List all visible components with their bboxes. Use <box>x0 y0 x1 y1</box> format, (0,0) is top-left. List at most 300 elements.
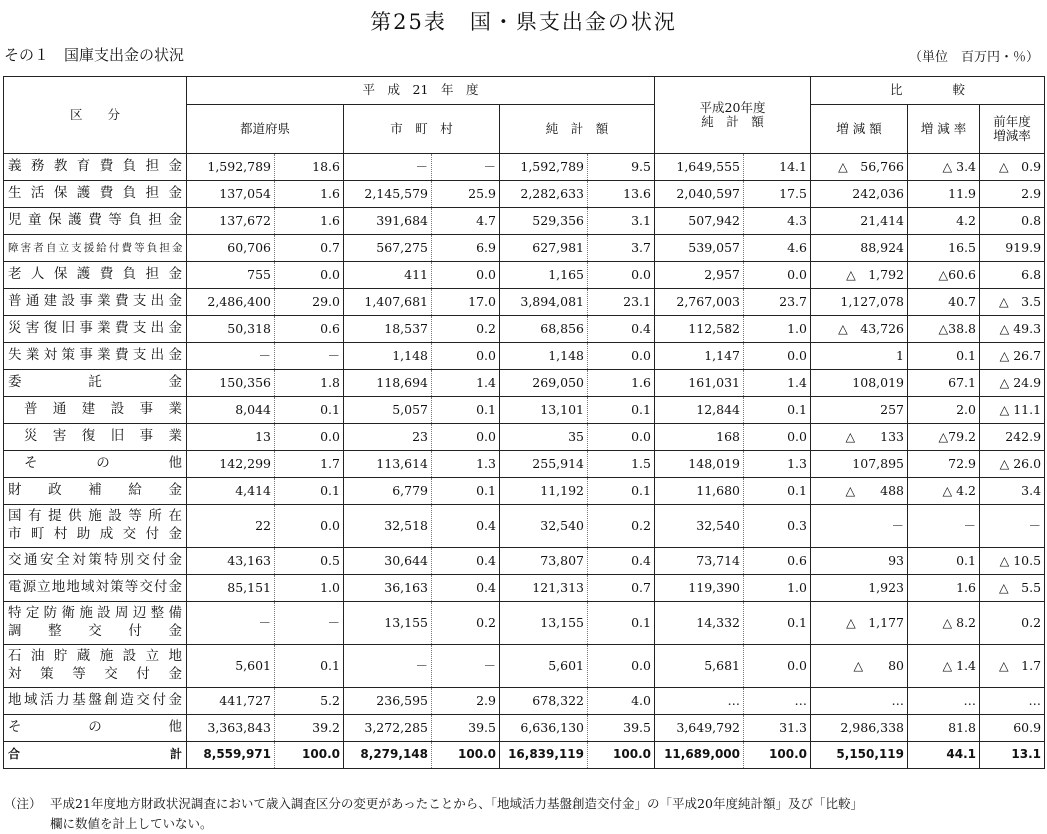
cell-value: 39.2 <box>275 715 344 742</box>
cell-value: 13,155 <box>500 602 588 645</box>
cell-value: 1,127,078 <box>811 289 908 316</box>
cell-value: － <box>811 505 908 548</box>
cell-value: 0.0 <box>275 505 344 548</box>
cell-value: 12,844 <box>655 397 744 424</box>
cell-value: 0.1 <box>588 397 655 424</box>
cell-value: 0.1 <box>275 397 344 424</box>
table-row <box>4 575 1045 602</box>
cell-value: 3,649,792 <box>655 715 744 742</box>
cell-value: 4,414 <box>187 478 275 505</box>
cell-value: 2,957 <box>655 262 744 289</box>
table-body <box>4 154 1045 769</box>
cell-value: － <box>187 343 275 370</box>
cell-value: 30,644 <box>344 548 432 575</box>
cell-value: 161,031 <box>655 370 744 397</box>
cell-value: △ 24.9 <box>980 370 1045 397</box>
cell-value: 0.1 <box>275 478 344 505</box>
cell-value: 0.4 <box>432 505 500 548</box>
cell-value: 0.1 <box>908 548 980 575</box>
footnote <box>4 794 1044 834</box>
cell-value: 3,363,843 <box>187 715 275 742</box>
cell-value: 93 <box>811 548 908 575</box>
cell-value: 0.0 <box>432 424 500 451</box>
row-label-line1: 国有提供施設等所在 <box>8 508 182 525</box>
table-row <box>4 316 1045 343</box>
cell-value: 32,540 <box>655 505 744 548</box>
cell-value: 100.0 <box>432 742 500 769</box>
cell-value: 5,601 <box>187 645 275 688</box>
cell-value: 0.1 <box>744 602 811 645</box>
table-row <box>4 451 1045 478</box>
cell-value: 0.1 <box>432 478 500 505</box>
row-label: 地域活力基盤創造交付金 <box>4 688 187 715</box>
table-row <box>4 208 1045 235</box>
cell-value: 1.5 <box>588 451 655 478</box>
cell-value: △ 3.4 <box>908 154 980 181</box>
cell-value: 2.0 <box>908 397 980 424</box>
cell-value: 17.5 <box>744 181 811 208</box>
cell-value: 755 <box>187 262 275 289</box>
cell-value: 13.6 <box>588 181 655 208</box>
cell-value: 0.4 <box>432 575 500 602</box>
cell-value: △ 10.5 <box>980 548 1045 575</box>
header-net-total: 純 計 額 <box>500 105 655 154</box>
cell-value: △ 1.4 <box>908 645 980 688</box>
cell-value: 16.5 <box>908 235 980 262</box>
cell-value: 1.6 <box>588 370 655 397</box>
cell-value: 1 <box>811 343 908 370</box>
cell-value: 0.0 <box>744 262 811 289</box>
cell-value: 1.4 <box>432 370 500 397</box>
row-label-line1: 石油貯蔵施設立地 <box>8 648 182 665</box>
cell-value: 100.0 <box>744 742 811 769</box>
cell-value: 6,779 <box>344 478 432 505</box>
cell-value: 8,044 <box>187 397 275 424</box>
row-label-line2: 市町村助成交付金 <box>8 526 182 542</box>
cell-value: 3,894,081 <box>500 289 588 316</box>
cell-value: △ 5.5 <box>980 575 1045 602</box>
cell-value: △ 56,766 <box>811 154 908 181</box>
cell-value: － <box>980 505 1045 548</box>
cell-value: 23.1 <box>588 289 655 316</box>
footnote-line-2: 欄に数値を計上していない。 <box>50 816 213 831</box>
cell-value: 8,559,971 <box>187 742 275 769</box>
cell-value: 0.7 <box>275 235 344 262</box>
header-compare: 比 較 <box>811 77 1045 105</box>
cell-value: △ 49.3 <box>980 316 1045 343</box>
cell-value: 1.0 <box>275 575 344 602</box>
row-label: その他 <box>4 715 187 742</box>
cell-value: … <box>980 688 1045 715</box>
cell-value: 2,767,003 <box>655 289 744 316</box>
cell-value: 0.0 <box>744 645 811 688</box>
cell-value: 18.6 <box>275 154 344 181</box>
cell-value: 4.0 <box>588 688 655 715</box>
row-label <box>4 505 187 548</box>
cell-value: △79.2 <box>908 424 980 451</box>
cell-value: 142,299 <box>187 451 275 478</box>
cell-value: － <box>432 645 500 688</box>
cell-value: － <box>275 602 344 645</box>
cell-value: 0.4 <box>432 548 500 575</box>
cell-value: 627,981 <box>500 235 588 262</box>
cell-value: 242,036 <box>811 181 908 208</box>
cell-value: 0.6 <box>744 548 811 575</box>
header-municipality: 市 町 村 <box>344 105 500 154</box>
cell-value: 0.3 <box>744 505 811 548</box>
table-row <box>4 343 1045 370</box>
cell-value: 1,923 <box>811 575 908 602</box>
cell-value: 2,986,338 <box>811 715 908 742</box>
row-label: 交通安全対策特別交付金 <box>4 548 187 575</box>
table-row <box>4 397 1045 424</box>
cell-value: 0.2 <box>432 602 500 645</box>
table-row <box>4 235 1045 262</box>
cell-value: 9.5 <box>588 154 655 181</box>
cell-value: 39.5 <box>588 715 655 742</box>
cell-value: 150,356 <box>187 370 275 397</box>
cell-value: 14.1 <box>744 154 811 181</box>
cell-value: 29.0 <box>275 289 344 316</box>
cell-value: － <box>344 645 432 688</box>
cell-value: 0.2 <box>980 602 1045 645</box>
table-row <box>4 688 1045 715</box>
cell-value: 1,147 <box>655 343 744 370</box>
cell-value: 137,672 <box>187 208 275 235</box>
cell-value: 0.0 <box>588 343 655 370</box>
cell-value: △ 488 <box>811 478 908 505</box>
cell-value: 1,148 <box>500 343 588 370</box>
cell-value: 68,856 <box>500 316 588 343</box>
cell-value: 0.0 <box>275 262 344 289</box>
cell-value: 11.9 <box>908 181 980 208</box>
row-label <box>4 645 187 688</box>
header-h21: 平 成 21 年 度 <box>187 77 655 105</box>
table-row <box>4 181 1045 208</box>
cell-value: 112,582 <box>655 316 744 343</box>
cell-value: 43,163 <box>187 548 275 575</box>
cell-value: 73,807 <box>500 548 588 575</box>
cell-value: 88,924 <box>811 235 908 262</box>
cell-value: 137,054 <box>187 181 275 208</box>
cell-value: 0.0 <box>744 343 811 370</box>
cell-value: 35 <box>500 424 588 451</box>
cell-value: － <box>432 154 500 181</box>
cell-value: 11,689,000 <box>655 742 744 769</box>
cell-value: 17.0 <box>432 289 500 316</box>
cell-value: 0.1 <box>744 478 811 505</box>
cell-value: 0.1 <box>275 645 344 688</box>
cell-value: 67.1 <box>908 370 980 397</box>
row-label: 老人保護費負担金 <box>4 262 187 289</box>
row-label: 災害復旧事業費支出金 <box>4 316 187 343</box>
cell-value: 168 <box>655 424 744 451</box>
cell-value: 5.2 <box>275 688 344 715</box>
cell-value: 1.8 <box>275 370 344 397</box>
header-h20-line2: 純 計 額 <box>701 114 764 129</box>
cell-value: 0.4 <box>588 316 655 343</box>
cell-value: 1,165 <box>500 262 588 289</box>
cell-value: 6.9 <box>432 235 500 262</box>
table-row <box>4 289 1045 316</box>
table-row <box>4 645 1045 688</box>
table-row <box>4 262 1045 289</box>
cell-value: 85,151 <box>187 575 275 602</box>
table-row <box>4 505 1045 548</box>
cell-value: 4.7 <box>432 208 500 235</box>
cell-value: － <box>908 505 980 548</box>
cell-value: 1.0 <box>744 575 811 602</box>
cell-value: 1.4 <box>744 370 811 397</box>
cell-value: 32,518 <box>344 505 432 548</box>
header-prev-rate-line2: 増減率 <box>993 128 1031 143</box>
cell-value: 31.3 <box>744 715 811 742</box>
cell-value: 13.1 <box>980 742 1045 769</box>
row-label: 生活保護費負担金 <box>4 181 187 208</box>
cell-value: 4.2 <box>908 208 980 235</box>
cell-value: 118,694 <box>344 370 432 397</box>
footnote-line-1: 平成21年度地方財政状況調査において歳入調査区分の変更があったことから、「地域活力基盤創造交付金」の「平成20年度純計額」及び「比較」 <box>50 796 863 811</box>
cell-value: 242.9 <box>980 424 1045 451</box>
cell-value: 60,706 <box>187 235 275 262</box>
cell-value: 2,040,597 <box>655 181 744 208</box>
header-increase-rate: 増 減 率 <box>908 105 980 154</box>
cell-value: 100.0 <box>275 742 344 769</box>
cell-value: 269,050 <box>500 370 588 397</box>
header-prev-rate <box>980 105 1045 154</box>
cell-value: － <box>187 602 275 645</box>
cell-value: 13 <box>187 424 275 451</box>
cell-value: … <box>655 688 744 715</box>
header-h20 <box>655 77 811 154</box>
table-row <box>4 602 1045 645</box>
cell-value: 36,163 <box>344 575 432 602</box>
cell-value: △ 4.2 <box>908 478 980 505</box>
row-label: 普通建設事業費支出金 <box>4 289 187 316</box>
row-label-line1: 特定防衛施設周辺整備 <box>8 605 182 622</box>
cell-value: 11,192 <box>500 478 588 505</box>
cell-value: 529,356 <box>500 208 588 235</box>
cell-value: 2.9 <box>980 181 1045 208</box>
cell-value: － <box>275 343 344 370</box>
cell-value: 0.4 <box>588 548 655 575</box>
cell-value: 72.9 <box>908 451 980 478</box>
cell-value: △ 26.0 <box>980 451 1045 478</box>
cell-value: 50,318 <box>187 316 275 343</box>
cell-value: 44.1 <box>908 742 980 769</box>
cell-value: 107,895 <box>811 451 908 478</box>
cell-value: 0.7 <box>588 575 655 602</box>
cell-value: 0.0 <box>588 645 655 688</box>
cell-value: 0.5 <box>275 548 344 575</box>
cell-value: 236,595 <box>344 688 432 715</box>
cell-value: 0.0 <box>588 262 655 289</box>
cell-value: 2.9 <box>432 688 500 715</box>
cell-value: 1,148 <box>344 343 432 370</box>
cell-value: 0.1 <box>744 397 811 424</box>
cell-value: 2,486,400 <box>187 289 275 316</box>
cell-value: 0.1 <box>908 343 980 370</box>
cell-value: △ 1.7 <box>980 645 1045 688</box>
table-subtitle: その１ 国庫支出金の状況 <box>4 46 185 64</box>
cell-value: 411 <box>344 262 432 289</box>
header-prefecture: 都道府県 <box>187 105 344 154</box>
cell-value: 0.0 <box>432 343 500 370</box>
cell-value: △ 1,792 <box>811 262 908 289</box>
cell-value: 6,636,130 <box>500 715 588 742</box>
cell-value: 0.0 <box>275 424 344 451</box>
cell-value: 6.8 <box>980 262 1045 289</box>
unit-label: （単位 百万円・％） <box>908 50 1039 65</box>
cell-value: 1.3 <box>432 451 500 478</box>
grants-table <box>3 76 1045 769</box>
cell-value: 2,282,633 <box>500 181 588 208</box>
cell-value: … <box>744 688 811 715</box>
header-h20-line1: 平成20年度 <box>699 99 766 115</box>
cell-value: 108,019 <box>811 370 908 397</box>
cell-value: … <box>908 688 980 715</box>
row-label: 普通建設事業 <box>4 397 187 424</box>
cell-value: △ 43,726 <box>811 316 908 343</box>
cell-value: 11,680 <box>655 478 744 505</box>
cell-value: 119,390 <box>655 575 744 602</box>
cell-value: 0.1 <box>588 478 655 505</box>
cell-value: 13,101 <box>500 397 588 424</box>
cell-value: △ 26.7 <box>980 343 1045 370</box>
cell-value: 22 <box>187 505 275 548</box>
cell-value: 1.6 <box>908 575 980 602</box>
cell-value: 23 <box>344 424 432 451</box>
table-row <box>4 742 1045 769</box>
cell-value: 4.6 <box>744 235 811 262</box>
cell-value: 0.1 <box>588 602 655 645</box>
row-label: 失業対策事業費支出金 <box>4 343 187 370</box>
cell-value: 1,592,789 <box>500 154 588 181</box>
cell-value: 1.7 <box>275 451 344 478</box>
table-row <box>4 548 1045 575</box>
cell-value: 148,019 <box>655 451 744 478</box>
row-label: 合計 <box>4 742 187 769</box>
cell-value: 39.5 <box>432 715 500 742</box>
cell-value: 1.6 <box>275 208 344 235</box>
cell-value: △ 80 <box>811 645 908 688</box>
cell-value: 5,150,119 <box>811 742 908 769</box>
cell-value: 40.7 <box>908 289 980 316</box>
row-label: 児童保護費等負担金 <box>4 208 187 235</box>
cell-value: 1,407,681 <box>344 289 432 316</box>
cell-value: 5,681 <box>655 645 744 688</box>
cell-value: 8,279,148 <box>344 742 432 769</box>
cell-value: 4.3 <box>744 208 811 235</box>
row-label: 障害者自立支援給付費等負担金 <box>4 235 187 262</box>
cell-value: 1,592,789 <box>187 154 275 181</box>
row-label: 義務教育費負担金 <box>4 154 187 181</box>
cell-value: 0.0 <box>432 262 500 289</box>
cell-value: 567,275 <box>344 235 432 262</box>
row-label <box>4 602 187 645</box>
cell-value: 100.0 <box>588 742 655 769</box>
cell-value: 21,414 <box>811 208 908 235</box>
row-label-line2: 調整交付金 <box>8 623 182 639</box>
cell-value: 13,155 <box>344 602 432 645</box>
cell-value: … <box>811 688 908 715</box>
table-row <box>4 424 1045 451</box>
page-title: 第25表 国・県支出金の状況 <box>370 10 677 34</box>
table-row <box>4 478 1045 505</box>
cell-value: 507,942 <box>655 208 744 235</box>
cell-value: 32,540 <box>500 505 588 548</box>
cell-value: △60.6 <box>908 262 980 289</box>
cell-value: 5,601 <box>500 645 588 688</box>
cell-value: 3,272,285 <box>344 715 432 742</box>
cell-value: 1.3 <box>744 451 811 478</box>
cell-value: △ 133 <box>811 424 908 451</box>
cell-value: 0.8 <box>980 208 1045 235</box>
header-category: 区 分 <box>4 77 187 154</box>
row-label: 電源立地地域対策等交付金 <box>4 575 187 602</box>
cell-value: 2,145,579 <box>344 181 432 208</box>
cell-value: △ 1,177 <box>811 602 908 645</box>
cell-value: 0.1 <box>432 397 500 424</box>
cell-value: 255,914 <box>500 451 588 478</box>
header-prev-rate-line1: 前年度 <box>993 113 1031 129</box>
cell-value: 539,057 <box>655 235 744 262</box>
row-label: 財政補給金 <box>4 478 187 505</box>
cell-value: 16,839,119 <box>500 742 588 769</box>
cell-value: 441,727 <box>187 688 275 715</box>
cell-value: 0.2 <box>432 316 500 343</box>
cell-value: 919.9 <box>980 235 1045 262</box>
cell-value: 23.7 <box>744 289 811 316</box>
cell-value: △ 0.9 <box>980 154 1045 181</box>
cell-value: 14,332 <box>655 602 744 645</box>
cell-value: △38.8 <box>908 316 980 343</box>
header-increase-amount: 増 減 額 <box>811 105 908 154</box>
cell-value: 0.0 <box>744 424 811 451</box>
cell-value: 81.8 <box>908 715 980 742</box>
cell-value: － <box>344 154 432 181</box>
table-row <box>4 154 1045 181</box>
cell-value: 0.0 <box>588 424 655 451</box>
cell-value: △ 8.2 <box>908 602 980 645</box>
cell-value: 3.1 <box>588 208 655 235</box>
cell-value: 1,649,555 <box>655 154 744 181</box>
cell-value: 113,614 <box>344 451 432 478</box>
cell-value: 0.6 <box>275 316 344 343</box>
cell-value: 3.4 <box>980 478 1045 505</box>
table-row <box>4 715 1045 742</box>
row-label-line2: 対策等交付金 <box>8 666 182 682</box>
cell-value: 25.9 <box>432 181 500 208</box>
cell-value: 1.6 <box>275 181 344 208</box>
cell-value: 257 <box>811 397 908 424</box>
cell-value: 678,322 <box>500 688 588 715</box>
cell-value: 1.0 <box>744 316 811 343</box>
cell-value: △ 11.1 <box>980 397 1045 424</box>
cell-value: △ 3.5 <box>980 289 1045 316</box>
cell-value: 5,057 <box>344 397 432 424</box>
cell-value: 121,313 <box>500 575 588 602</box>
footnote-mark: （注） <box>4 796 42 811</box>
row-label: 委託金 <box>4 370 187 397</box>
cell-value: 0.2 <box>588 505 655 548</box>
cell-value: 18,537 <box>344 316 432 343</box>
row-label: その他 <box>4 451 187 478</box>
cell-value: 3.7 <box>588 235 655 262</box>
cell-value: 60.9 <box>980 715 1045 742</box>
row-label: 災害復旧事業 <box>4 424 187 451</box>
cell-value: 73,714 <box>655 548 744 575</box>
